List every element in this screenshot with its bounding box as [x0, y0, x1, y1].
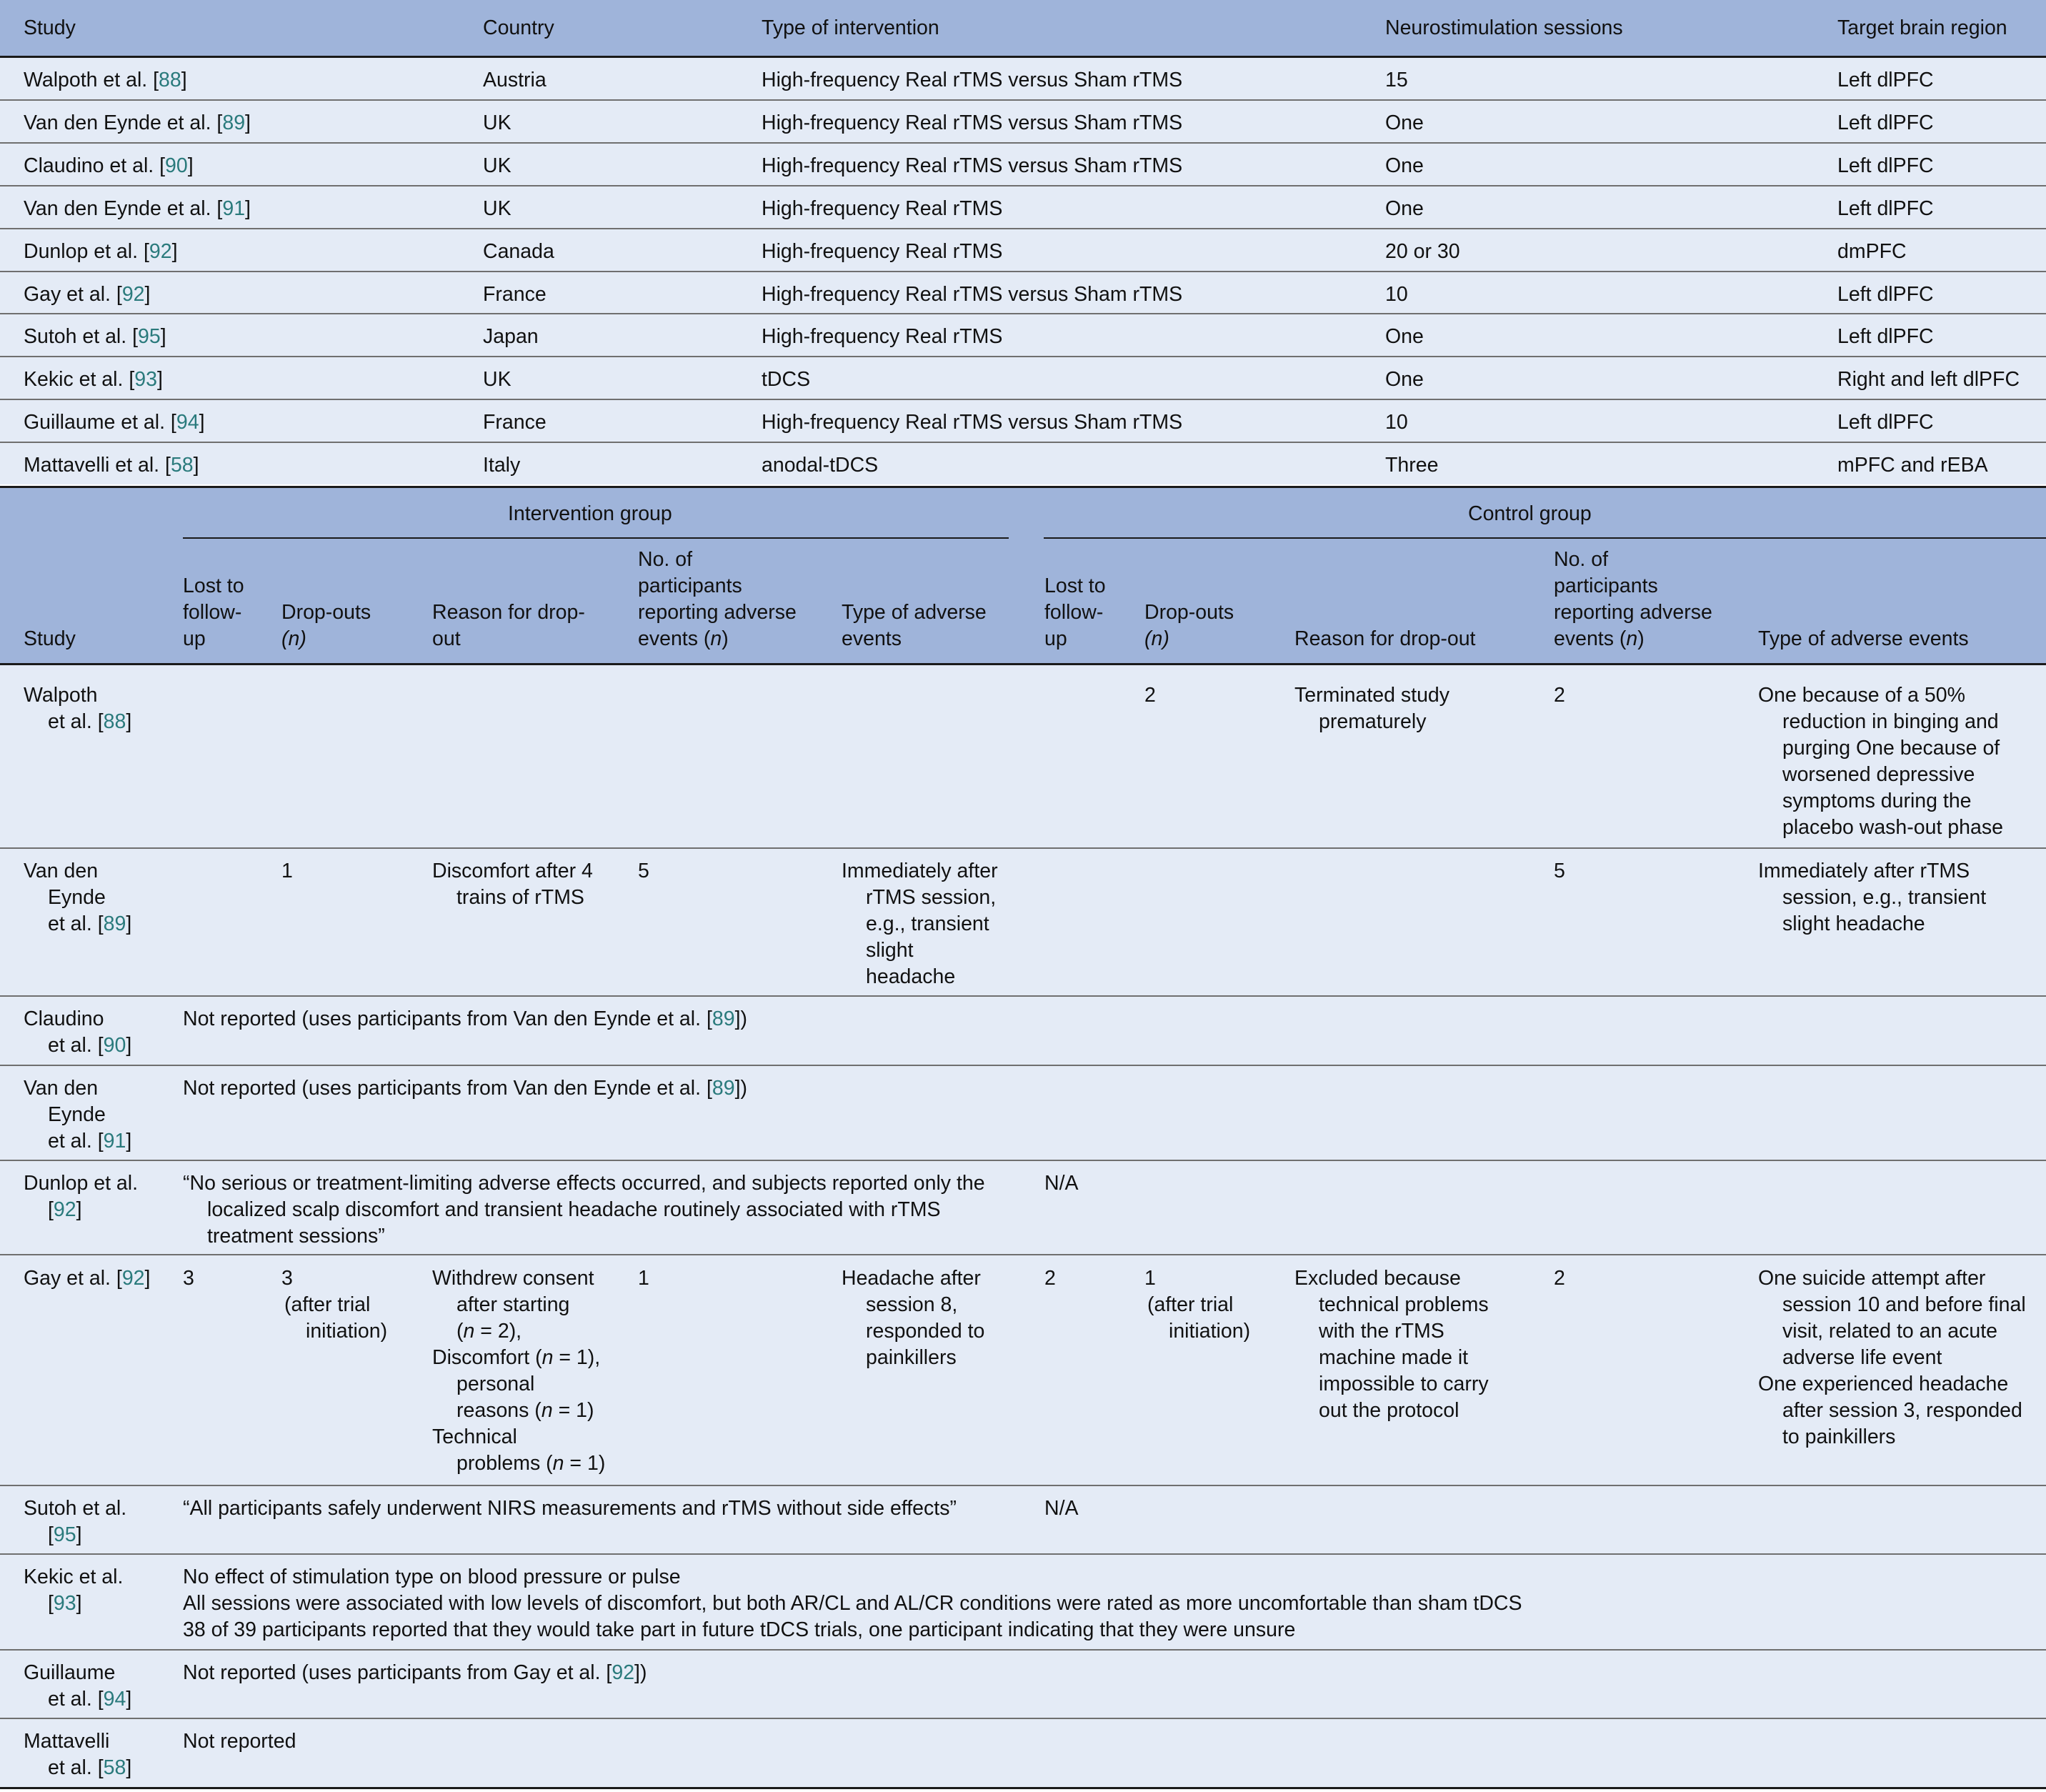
study-cell: Mattavelli et al. [58]: [24, 1730, 132, 1779]
sessions-cell: 20 or 30: [1385, 240, 1460, 263]
intervention-cell: High-frequency Real rTMS versus Sham rTMS: [762, 283, 1183, 306]
col-control-lost-header: Lost to follow- up: [1044, 574, 1106, 650]
group-control-underline: [1044, 537, 2046, 539]
col-control-type-header: Type of adverse events: [1758, 627, 1969, 650]
region-cell: dmPFC: [1837, 240, 1907, 263]
region-cell: mPFC and rEBA: [1837, 454, 1988, 477]
control-cell: N/A: [1044, 1497, 1079, 1520]
t1-header-study: Study: [24, 16, 76, 39]
lost-cell: 3: [183, 1267, 194, 1290]
intervention-cell: High-frequency Real rTMS: [762, 240, 1003, 263]
study-cell: Mattavelli et al. [58]: [24, 454, 199, 477]
row-band: [0, 1719, 2046, 1787]
study-cell: Gay et al. [92]: [24, 1267, 151, 1290]
table-row: [0, 229, 2046, 271]
study-cell: Dunlop et al. [92]: [24, 1172, 139, 1221]
col-control-num-header: No. of participants reporting adverse events (n): [1554, 548, 1712, 650]
row-band: [0, 665, 2046, 848]
study-cell: Dunlop et al. [92]: [24, 240, 178, 263]
divider: [0, 1787, 2046, 1789]
reason-cell: Withdrew consent after starting (n = 2), Discomfort (n = 1), personal reasons (n = 1) Technical problems (n = 1): [432, 1267, 606, 1475]
control-cell: N/A: [1044, 1172, 1079, 1195]
row-band: [0, 849, 2046, 996]
study-cell: Guillaume et al. [94]: [24, 411, 205, 434]
sessions-cell: 15: [1385, 69, 1408, 91]
sessions-cell: One: [1385, 197, 1424, 220]
divider: [0, 185, 2046, 186]
sessions-cell: One: [1385, 325, 1424, 348]
divider: [0, 356, 2046, 357]
type-cell: Immediately after rTMS session, e.g., transient slight headache: [842, 860, 998, 988]
divider: [0, 847, 2046, 849]
table-row: [0, 357, 2046, 399]
study-cell: Walpoth et al. [88]: [24, 684, 132, 733]
note-cell: Not reported: [183, 1730, 296, 1753]
t1-header-country: Country: [483, 16, 554, 39]
sessions-cell: One: [1385, 154, 1424, 177]
divider: [0, 1485, 2046, 1486]
col-study-header: Study: [24, 627, 76, 650]
study-cell: Gay et al. [92]: [24, 283, 151, 306]
divider: [0, 313, 2046, 314]
table-row: [0, 443, 2046, 484]
intervention-cell: High-frequency Real rTMS versus Sham rTMS: [762, 411, 1183, 434]
note-cell: Not reported (uses participants from Van den Eynde et al. [89]): [183, 1077, 747, 1100]
table-row: [0, 186, 2046, 228]
intervention-cell: tDCS: [762, 368, 811, 391]
region-cell: Left dlPFC: [1837, 325, 1934, 348]
num-cell: 1: [638, 1267, 649, 1290]
region-cell: Left dlPFC: [1837, 197, 1934, 220]
study-cell: Van den Eynde et al. [91]: [24, 1077, 132, 1153]
divider: [0, 1254, 2046, 1255]
group-control-label: Control group: [1468, 502, 1592, 525]
divider: [0, 228, 2046, 229]
t1-header-intervention: Type of intervention: [762, 16, 939, 39]
control-type-cell: Immediately after rTMS session, e.g., transient slight headache: [1758, 860, 1987, 935]
divider: [0, 1649, 2046, 1651]
col-type-header: Type of adverse events: [842, 601, 987, 650]
study-cell: Sutoh et al. [95]: [24, 1497, 127, 1546]
study-cell: Guillaume et al. [94]: [24, 1661, 132, 1711]
control-type-cell: One because of a 50% reduction in binging and purging One because of worsened depressive symptoms during the placebo wash-out phase: [1758, 684, 2003, 839]
country-cell: France: [483, 411, 547, 434]
intervention-cell: anodal-tDCS: [762, 454, 879, 477]
divider: [0, 399, 2046, 400]
group-intervention-underline: [183, 537, 1009, 539]
region-cell: Left dlPFC: [1837, 154, 1934, 177]
col-control-dropouts-header: Drop-outs (n): [1144, 601, 1234, 650]
sessions-cell: 10: [1385, 411, 1408, 434]
sessions-cell: 10: [1385, 283, 1408, 306]
control-num-cell: 5: [1554, 860, 1565, 882]
note-cell: Not reported (uses participants from Gay et al. [92]): [183, 1661, 647, 1684]
region-cell: Left dlPFC: [1837, 283, 1934, 306]
control-reason-cell: Terminated study prematurely: [1294, 684, 1450, 733]
col-lost-header: Lost to follow- up: [183, 574, 244, 650]
sessions-cell: Three: [1385, 454, 1439, 477]
intervention-cell: High-frequency Real rTMS versus Sham rTMS: [762, 111, 1183, 134]
note-cell: No effect of stimulation type on blood pressure or pulse All sessions were associated with low levels of discomfort, but both AR/CL and AL/CR conditions were rated as more uncomfortable than sham tDCS 38 of 39 participants reported that they would take part in future tDCS trials, one participant indicating that they were unsure: [183, 1565, 1522, 1641]
divider: [0, 442, 2046, 443]
col-control-reason-header: Reason for drop-out: [1294, 627, 1476, 650]
country-cell: Japan: [483, 325, 539, 348]
country-cell: Canada: [483, 240, 554, 263]
control-type-cell: One suicide attempt after session 10 and before final visit, related to an acute adverse life event One experienced headache after session 3, responded to painkillers: [1758, 1267, 2026, 1448]
col-reason-header: Reason for drop- out: [432, 601, 585, 650]
divider: [0, 142, 2046, 144]
country-cell: France: [483, 283, 547, 306]
study-cell: Van den Eynde et al. [89]: [24, 860, 132, 935]
study-cell: Claudino et al. [90]: [24, 1007, 132, 1057]
num-cell: 5: [638, 860, 649, 882]
divider: [0, 1553, 2046, 1555]
control-num-cell: 2: [1554, 1267, 1565, 1290]
study-cell: Van den Eynde et al. [89]: [24, 111, 251, 134]
dropouts-cell: 1: [281, 860, 293, 882]
study-cell: Kekic et al. [93]: [24, 368, 163, 391]
control-dropouts-cell: 2: [1144, 684, 1156, 707]
country-cell: UK: [483, 197, 512, 220]
t1-header-region: Target brain region: [1837, 16, 2007, 39]
country-cell: Austria: [483, 69, 547, 91]
study-cell: Van den Eynde et al. [91]: [24, 197, 251, 220]
control-lost-cell: 2: [1044, 1267, 1056, 1290]
region-cell: Right and left dlPFC: [1837, 368, 2020, 391]
country-cell: UK: [483, 154, 512, 177]
t1-header-sessions: Neurostimulation sessions: [1385, 16, 1623, 39]
table1-header: [0, 0, 2046, 57]
study-cell: Kekic et al. [93]: [24, 1565, 124, 1615]
country-cell: UK: [483, 368, 512, 391]
group-intervention-label: Intervention group: [508, 502, 672, 525]
country-cell: Italy: [483, 454, 521, 477]
country-cell: UK: [483, 111, 512, 134]
col-dropouts-header: Drop-outs (n): [281, 601, 371, 650]
study-cell: Sutoh et al. [95]: [24, 325, 166, 348]
region-cell: Left dlPFC: [1837, 111, 1934, 134]
control-num-cell: 2: [1554, 684, 1565, 707]
divider: [0, 1718, 2046, 1719]
intervention-cell: High-frequency Real rTMS: [762, 197, 1003, 220]
table-row: [0, 314, 2046, 356]
divider: [0, 1160, 2046, 1161]
dropouts-cell: 3 (after trial initiation): [281, 1267, 388, 1343]
intervention-cell: High-frequency Real rTMS versus Sham rTMS: [762, 154, 1183, 177]
study-cell: Walpoth et al. [88]: [24, 69, 187, 91]
divider: [0, 99, 2046, 101]
region-cell: Left dlPFC: [1837, 411, 1934, 434]
control-dropouts-cell: 1 (after trial initiation): [1144, 1267, 1251, 1343]
type-cell: Headache after session 8, responded to painkillers: [842, 1267, 985, 1369]
divider: [0, 995, 2046, 997]
intervention-cell: High-frequency Real rTMS versus Sham rTMS: [762, 69, 1183, 91]
sessions-cell: One: [1385, 111, 1424, 134]
divider: [0, 1065, 2046, 1066]
intervention-cell: High-frequency Real rTMS: [762, 325, 1003, 348]
note-cell: Not reported (uses participants from Van den Eynde et al. [89]): [183, 1007, 747, 1030]
quote-cell: “No serious or treatment-limiting adverse effects occurred, and subjects reported only the localized scalp discomfort and transient headache routinely associated with rTMS treatment sessions”: [183, 1172, 985, 1248]
study-cell: Claudino et al. [90]: [24, 154, 194, 177]
reason-cell: Discomfort after 4 trains of rTMS: [432, 860, 593, 909]
quote-cell: “All participants safely underwent NIRS measurements and rTMS without side effects”: [183, 1497, 957, 1520]
divider: [0, 271, 2046, 272]
sessions-cell: One: [1385, 368, 1424, 391]
control-reason-cell: Excluded because technical problems with the rTMS machine made it impossible to carry out the protocol: [1294, 1267, 1489, 1422]
col-num-header: No. of participants reporting adverse events (n): [638, 548, 797, 650]
region-cell: Left dlPFC: [1837, 69, 1934, 91]
